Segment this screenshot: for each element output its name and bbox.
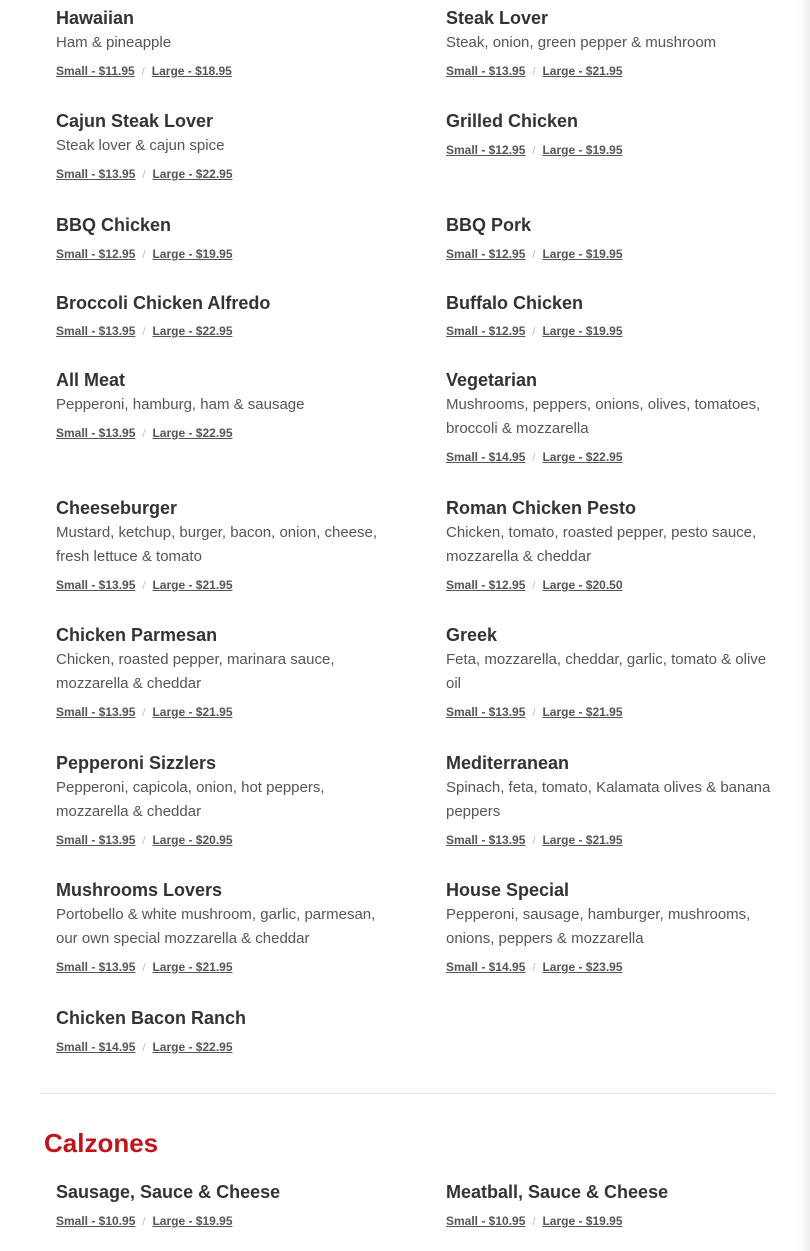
price-options bbox=[446, 323, 776, 340]
price-separator: / bbox=[142, 580, 146, 592]
menu-item bbox=[446, 369, 776, 466]
price-options bbox=[56, 1039, 386, 1056]
large-price-link[interactable]: Large - $20.50 bbox=[542, 578, 623, 592]
menu-item bbox=[56, 752, 386, 849]
menu-item bbox=[56, 1007, 386, 1056]
small-price-link[interactable]: Small - $14.95 bbox=[446, 450, 526, 464]
menu-item bbox=[446, 752, 776, 849]
large-price-link[interactable]: Large - $22.95 bbox=[542, 450, 623, 464]
price-options bbox=[446, 832, 776, 849]
item-name: Meatball, Sauce & Cheese bbox=[446, 1182, 669, 1202]
price-separator: / bbox=[532, 835, 536, 847]
small-price-link[interactable]: Small - $13.95 bbox=[56, 578, 136, 592]
small-price-link[interactable]: Small - $13.95 bbox=[446, 705, 526, 719]
price-options bbox=[56, 323, 386, 340]
small-price-link[interactable]: Small - $12.95 bbox=[446, 247, 526, 261]
large-price-link[interactable]: Large - $21.95 bbox=[542, 64, 623, 78]
price-options bbox=[446, 577, 776, 594]
small-price-link[interactable]: Small - $13.95 bbox=[56, 167, 136, 181]
small-price-link[interactable]: Small - $14.95 bbox=[446, 960, 526, 974]
small-price-link[interactable]: Small - $13.95 bbox=[56, 324, 136, 338]
large-price-link[interactable]: Large - $21.95 bbox=[152, 578, 233, 592]
price-separator: / bbox=[532, 1216, 536, 1228]
item-name: BBQ Pork bbox=[446, 215, 532, 235]
price-separator: / bbox=[142, 428, 146, 440]
menu-item bbox=[56, 110, 386, 183]
item-name: Broccoli Chicken Alfredo bbox=[56, 293, 271, 313]
price-options bbox=[56, 959, 386, 976]
section-divider bbox=[40, 1093, 775, 1094]
menu-item bbox=[446, 214, 776, 263]
menu-item bbox=[56, 624, 386, 721]
item-name: Mediterranean bbox=[446, 753, 570, 773]
menu-item bbox=[56, 7, 386, 80]
large-price-link[interactable]: Large - $18.95 bbox=[151, 64, 232, 78]
menu-item bbox=[446, 497, 776, 594]
item-description: Feta, mozzarella, cheddar, garlic, tomato & olive oil bbox=[446, 651, 767, 692]
small-price-link[interactable]: Small - $12.95 bbox=[446, 578, 526, 592]
price-options bbox=[56, 832, 386, 849]
price-options bbox=[56, 63, 386, 80]
item-description: Steak, onion, green pepper & mushroom bbox=[446, 34, 717, 51]
item-description: Mustard, ketchup, burger, bacon, onion, cheese, fresh lettuce & tomato bbox=[56, 524, 378, 565]
price-options bbox=[446, 1213, 776, 1230]
small-price-link[interactable]: Small - $10.95 bbox=[446, 1214, 526, 1228]
large-price-link[interactable]: Large - $19.95 bbox=[152, 1214, 233, 1228]
price-separator: / bbox=[532, 452, 536, 464]
menu-item bbox=[56, 292, 386, 340]
price-separator: / bbox=[532, 707, 536, 719]
large-price-link[interactable]: Large - $19.95 bbox=[542, 143, 623, 157]
item-name: BBQ Chicken bbox=[56, 215, 172, 235]
item-description: Pepperoni, hamburg, ham & sausage bbox=[56, 396, 305, 413]
menu-item bbox=[446, 1181, 776, 1230]
item-name: Chicken Bacon Ranch bbox=[56, 1008, 247, 1028]
large-price-link[interactable]: Large - $19.95 bbox=[152, 247, 233, 261]
item-description: Pepperoni, capicola, onion, hot peppers, mozzarella & cheddar bbox=[56, 779, 325, 820]
large-price-link[interactable]: Large - $22.95 bbox=[152, 324, 233, 338]
price-options bbox=[446, 63, 776, 80]
large-price-link[interactable]: Large - $21.95 bbox=[152, 960, 233, 974]
price-options bbox=[446, 142, 776, 159]
menu-item bbox=[56, 497, 386, 594]
item-description: Pepperoni, sausage, hamburger, mushrooms, onions, peppers & mozzarella bbox=[446, 906, 751, 947]
price-separator: / bbox=[142, 169, 146, 181]
small-price-link[interactable]: Small - $13.95 bbox=[56, 705, 136, 719]
item-name: Cheeseburger bbox=[56, 498, 178, 518]
small-price-link[interactable]: Small - $12.95 bbox=[446, 324, 526, 338]
price-separator: / bbox=[532, 249, 536, 261]
price-separator: / bbox=[532, 66, 536, 78]
item-name: All Meat bbox=[56, 370, 126, 390]
price-separator: / bbox=[142, 707, 146, 719]
price-options bbox=[446, 959, 776, 976]
price-options bbox=[56, 1213, 386, 1230]
price-options bbox=[56, 577, 386, 594]
item-name: Mushrooms Lovers bbox=[56, 880, 223, 900]
item-description: Mushrooms, peppers, onions, olives, tomatoes, broccoli & mozzarella bbox=[446, 396, 761, 437]
price-options bbox=[56, 704, 386, 721]
menu-item bbox=[56, 369, 386, 442]
menu-item bbox=[56, 1181, 386, 1230]
small-price-link[interactable]: Small - $13.95 bbox=[56, 426, 136, 440]
price-options bbox=[56, 425, 386, 442]
price-separator: / bbox=[142, 1042, 146, 1054]
large-price-link[interactable]: Large - $21.95 bbox=[542, 833, 623, 847]
item-description: Chicken, tomato, roasted pepper, pesto sauce, mozzarella & cheddar bbox=[446, 524, 757, 565]
price-separator: / bbox=[532, 145, 536, 157]
item-description: Chicken, roasted pepper, marinara sauce, mozzarella & cheddar bbox=[56, 651, 335, 692]
price-options bbox=[446, 246, 776, 263]
item-name: Vegetarian bbox=[446, 370, 538, 390]
menu-item bbox=[446, 624, 776, 721]
item-name: Hawaiian bbox=[56, 8, 135, 28]
price-options bbox=[446, 704, 776, 721]
item-name: Greek bbox=[446, 625, 498, 645]
large-price-link[interactable]: Large - $19.95 bbox=[542, 1214, 623, 1228]
item-description: Ham & pineapple bbox=[56, 34, 172, 51]
price-separator: / bbox=[141, 66, 145, 78]
price-separator: / bbox=[142, 326, 146, 338]
item-description: Steak lover & cajun spice bbox=[56, 137, 225, 154]
large-price-link[interactable]: Large - $22.95 bbox=[152, 167, 233, 181]
small-price-link[interactable]: Small - $13.95 bbox=[446, 833, 526, 847]
price-separator: / bbox=[142, 1216, 146, 1228]
item-name: House Special bbox=[446, 880, 570, 900]
menu-item bbox=[446, 292, 776, 340]
price-options bbox=[446, 449, 776, 466]
item-name: Grilled Chicken bbox=[446, 111, 579, 131]
item-name: Steak Lover bbox=[446, 8, 549, 28]
section-title-calzones: Calzones bbox=[44, 1128, 159, 1158]
small-price-link[interactable]: Small - $13.95 bbox=[446, 64, 526, 78]
price-separator: / bbox=[142, 835, 146, 847]
menu-item bbox=[56, 214, 386, 263]
item-name: Buffalo Chicken bbox=[446, 293, 584, 313]
small-price-link[interactable]: Small - $11.95 bbox=[56, 64, 135, 78]
item-name: Chicken Parmesan bbox=[56, 625, 218, 645]
small-price-link[interactable]: Small - $12.95 bbox=[56, 247, 136, 261]
item-description: Portobello & white mushroom, garlic, parmesan, our own special mozzarella & cheddar bbox=[56, 906, 376, 947]
large-price-link[interactable]: Large - $20.95 bbox=[152, 833, 233, 847]
item-description: Spinach, feta, tomato, Kalamata olives & banana peppers bbox=[446, 779, 771, 820]
large-price-link[interactable]: Large - $22.95 bbox=[152, 1040, 233, 1054]
small-price-link[interactable]: Small - $13.95 bbox=[56, 833, 136, 847]
menu-item bbox=[56, 879, 386, 976]
large-price-link[interactable]: Large - $22.95 bbox=[152, 426, 233, 440]
large-price-link[interactable]: Large - $21.95 bbox=[152, 705, 233, 719]
large-price-link[interactable]: Large - $19.95 bbox=[542, 324, 623, 338]
small-price-link[interactable]: Small - $10.95 bbox=[56, 1214, 136, 1228]
price-separator: / bbox=[532, 326, 536, 338]
item-name: Pepperoni Sizzlers bbox=[56, 753, 217, 773]
price-separator: / bbox=[142, 962, 146, 974]
price-options bbox=[56, 246, 386, 263]
large-price-link[interactable]: Large - $21.95 bbox=[542, 705, 623, 719]
menu-item bbox=[446, 7, 776, 80]
menu-item bbox=[446, 879, 776, 976]
price-options bbox=[56, 166, 386, 183]
page-edge-shadow bbox=[798, 0, 810, 1251]
item-name: Sausage, Sauce & Cheese bbox=[56, 1182, 281, 1202]
large-price-link[interactable]: Large - $19.95 bbox=[542, 247, 623, 261]
item-name: Roman Chicken Pesto bbox=[446, 498, 637, 518]
menu-item bbox=[446, 110, 776, 159]
price-separator: / bbox=[142, 249, 146, 261]
small-price-link[interactable]: Small - $12.95 bbox=[446, 143, 526, 157]
small-price-link[interactable]: Small - $13.95 bbox=[56, 960, 136, 974]
item-name: Cajun Steak Lover bbox=[56, 111, 214, 131]
price-separator: / bbox=[532, 962, 536, 974]
large-price-link[interactable]: Large - $23.95 bbox=[542, 960, 623, 974]
price-separator: / bbox=[532, 580, 536, 592]
small-price-link[interactable]: Small - $14.95 bbox=[56, 1040, 136, 1054]
